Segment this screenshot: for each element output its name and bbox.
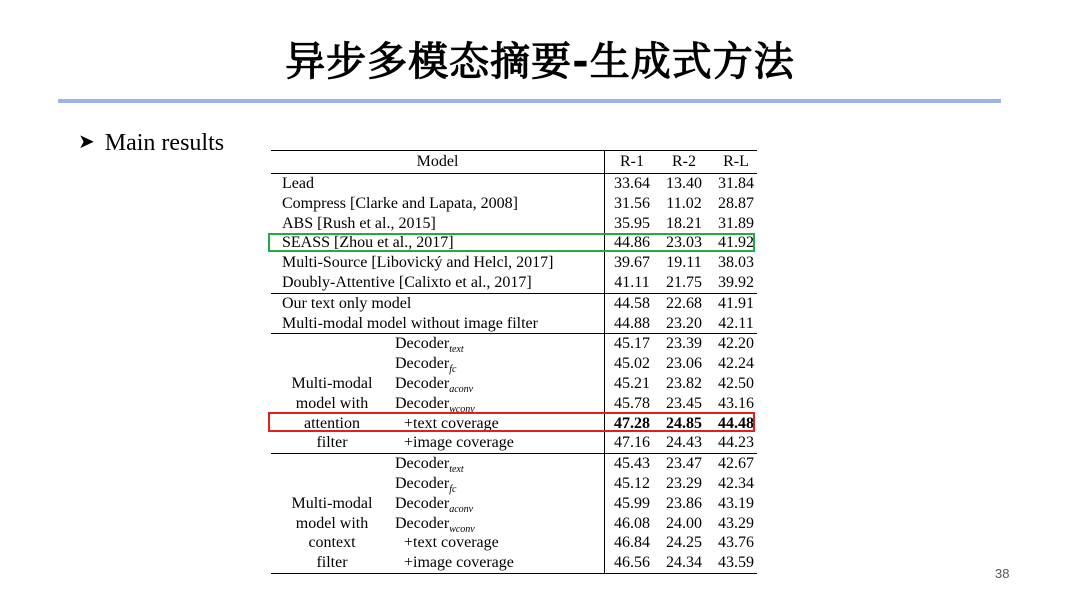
score-r1: 31.56 — [614, 194, 650, 212]
score-r2: 21.75 — [666, 273, 702, 291]
score-r2: 23.06 — [666, 355, 702, 373]
score-rl: 42.67 — [718, 455, 754, 473]
score-r1: 33.64 — [614, 175, 650, 192]
score-rl: 39.92 — [718, 273, 754, 291]
header-model: Model — [271, 151, 605, 173]
context-filter-group — [271, 453, 757, 574]
model-cell — [271, 334, 605, 354]
table-row — [271, 553, 757, 573]
score-r2: 13.40 — [666, 175, 702, 192]
variant-subscript: text — [449, 344, 464, 356]
score-r1: 45.17 — [614, 335, 650, 353]
group-label: model with — [295, 394, 369, 412]
table-row — [271, 494, 757, 514]
score-rl: 28.87 — [718, 194, 754, 212]
score-r1: 47.16 — [614, 434, 650, 452]
bullet-text: Main results — [104, 130, 225, 156]
score-rl: 42.34 — [718, 474, 754, 492]
table-row — [271, 194, 757, 214]
score-r2: 23.47 — [666, 455, 702, 473]
score-rl: 44.23 — [718, 434, 754, 452]
seass-highlight-box — [268, 233, 755, 252]
score-rl: 42.20 — [718, 335, 754, 353]
table-row — [271, 174, 757, 194]
table-row — [271, 293, 757, 314]
table-row — [271, 433, 757, 453]
table-row — [271, 214, 757, 234]
variant-name — [404, 553, 514, 573]
score-rl: 42.50 — [718, 374, 754, 392]
score-rl: 41.91 — [718, 294, 754, 312]
score-r2: 24.34 — [666, 554, 702, 572]
score-r2: 23.86 — [666, 494, 702, 512]
group-label: Multi-modal — [291, 374, 373, 392]
score-r1: 44.86 — [614, 234, 650, 252]
variant-base: Decoder — [395, 374, 450, 392]
header-rl: R-L — [723, 153, 749, 170]
model-name: Compress [Clarke and Lapata, 2008] — [271, 194, 605, 214]
score-r2: 23.45 — [666, 394, 702, 412]
variant-subscript: text — [449, 464, 464, 476]
model-name: Multi-modal model without image filter — [271, 314, 605, 334]
best-result-highlight-box — [268, 412, 755, 432]
variant-subscript: wconv — [449, 403, 475, 415]
model-name: Lead — [271, 174, 605, 194]
arrow-bullet-icon: ➤ — [78, 131, 95, 153]
bullet-main-results — [78, 130, 224, 157]
score-rl: 43.59 — [718, 554, 754, 572]
group-label: context — [308, 534, 356, 552]
score-rl: 31.84 — [718, 175, 754, 192]
variant-subscript: aconv — [449, 503, 474, 515]
score-r2: 22.68 — [666, 294, 702, 312]
model-name: ABS [Rush et al., 2015] — [271, 214, 605, 234]
page-number: 38 — [995, 566, 1010, 581]
score-r1: 45.99 — [614, 494, 650, 512]
score-rl: 42.11 — [718, 314, 754, 332]
score-r2: 24.00 — [666, 514, 702, 532]
results-table — [271, 150, 757, 574]
group-label: attention — [304, 414, 360, 432]
table-row — [271, 273, 757, 293]
table-row — [271, 474, 757, 494]
variant-subscript: aconv — [449, 384, 474, 396]
variant-base: +text coverage — [404, 534, 499, 552]
variant-base: +image coverage — [404, 434, 514, 452]
model-cell — [271, 374, 605, 394]
score-r1: 45.02 — [614, 355, 650, 373]
variant-subscript: fc — [449, 364, 457, 376]
model-cell — [271, 533, 605, 553]
variant-base: +text coverage — [404, 414, 499, 432]
score-r1: 45.43 — [614, 455, 650, 473]
score-r1: 44.58 — [614, 294, 650, 312]
attention-filter-group — [271, 333, 757, 453]
score-r2: 23.20 — [666, 314, 702, 332]
table-row — [271, 454, 757, 474]
table-row — [271, 394, 757, 414]
score-r1: 35.95 — [614, 214, 650, 232]
table-header-row — [271, 150, 757, 174]
model-cell — [271, 354, 605, 374]
score-r1: 39.67 — [614, 254, 650, 272]
score-r2: 24.43 — [666, 434, 702, 452]
variant-base: Decoder — [395, 355, 450, 373]
model-cell — [271, 474, 605, 494]
score-r1: 45.21 — [614, 374, 650, 392]
score-r2: 19.11 — [666, 254, 702, 272]
score-rl: 31.89 — [718, 214, 754, 232]
group-label: filter — [316, 554, 348, 572]
score-rl: 43.16 — [718, 394, 754, 412]
score-r2: 23.82 — [666, 374, 702, 392]
baseline-rows — [271, 174, 757, 333]
score-r2: 11.02 — [666, 194, 702, 212]
header-r2: R-2 — [672, 153, 696, 170]
variant-base: Decoder — [395, 455, 450, 473]
model-cell — [271, 394, 605, 414]
score-r2: 18.21 — [666, 214, 702, 232]
variant-base: Decoder — [395, 474, 450, 492]
model-cell — [271, 514, 605, 534]
score-r1: 46.56 — [614, 554, 650, 572]
model-cell — [271, 454, 605, 474]
score-rl: 38.03 — [718, 254, 754, 272]
score-r2: 24.85 — [666, 414, 702, 432]
table-row — [271, 514, 757, 534]
score-r2: 23.03 — [666, 234, 702, 252]
slide-title: 异步多模态摘要-生成式方法 — [285, 39, 795, 85]
group-label: filter — [316, 434, 348, 452]
model-name: Multi-Source [Libovický and Helcl, 2017] — [271, 253, 605, 273]
score-r2: 23.29 — [666, 474, 702, 492]
group-label: Multi-modal — [291, 494, 373, 512]
group-label: model with — [295, 514, 369, 532]
variant-name — [404, 533, 499, 553]
table-row — [271, 374, 757, 394]
variant-base: Decoder — [395, 494, 450, 512]
score-r2: 23.39 — [666, 335, 702, 353]
score-r2: 24.25 — [666, 534, 702, 552]
score-r1: 47.28 — [614, 414, 650, 432]
model-name: Doubly-Attentive [Calixto et al., 2017] — [271, 273, 605, 293]
title-divider — [58, 99, 1001, 103]
score-rl: 44.48 — [718, 414, 754, 432]
model-cell — [271, 553, 605, 573]
score-r1: 41.11 — [614, 273, 650, 291]
variant-base: Decoder — [395, 394, 450, 412]
score-rl: 41.92 — [718, 234, 754, 252]
score-r1: 45.78 — [614, 394, 650, 412]
score-r1: 46.84 — [614, 534, 650, 552]
header-r1: R-1 — [620, 153, 644, 170]
score-r1: 46.08 — [614, 514, 650, 532]
score-r1: 44.88 — [614, 314, 650, 332]
variant-base: Decoder — [395, 514, 450, 532]
variant-base: Decoder — [395, 335, 450, 353]
variant-subscript: wconv — [449, 523, 475, 535]
score-r1: 45.12 — [614, 474, 650, 492]
score-rl: 43.29 — [718, 514, 754, 532]
score-rl: 42.24 — [718, 355, 754, 373]
model-name: Our text only model — [271, 294, 605, 314]
table-row — [271, 334, 757, 354]
table-row — [271, 533, 757, 553]
table-row — [271, 253, 757, 273]
model-cell — [271, 494, 605, 514]
variant-base: +image coverage — [404, 554, 514, 572]
score-rl: 43.76 — [718, 534, 754, 552]
model-name: SEASS [Zhou et al., 2017] — [271, 233, 605, 253]
model-cell — [271, 433, 605, 453]
table-row — [271, 354, 757, 374]
score-rl: 43.19 — [718, 494, 754, 512]
variant-subscript: fc — [449, 484, 457, 496]
variant-name — [404, 433, 514, 453]
table-row — [271, 314, 757, 334]
